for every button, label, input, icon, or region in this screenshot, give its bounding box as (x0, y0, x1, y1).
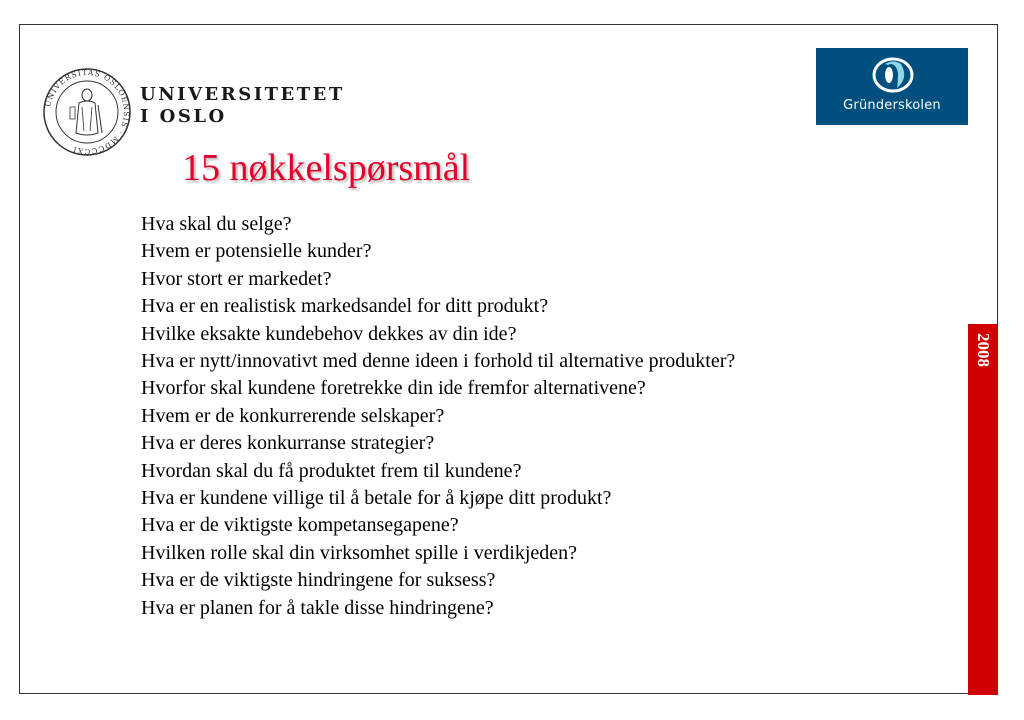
university-name-line1: UNIVERSITETET (140, 84, 345, 105)
grunderskolen-logo (816, 48, 968, 125)
grunderskolen-emblem-icon (871, 56, 915, 94)
list-item: Hva skal du selge? (141, 213, 292, 235)
university-name-line2: I OSLO (140, 106, 227, 127)
grunderskolen-logo-text: Gründerskolen (843, 98, 941, 113)
university-seal-logo (42, 67, 132, 157)
seal-text: UNIVERSITAS OSLOENSIS · MDCCCXI (43, 67, 132, 157)
list-item: Hvorfor skal kundene foretrekke din ide fremfor alternativene? (141, 377, 646, 400)
list-item: Hva er en realistisk markedsandel for ditt produkt? (141, 295, 549, 318)
slide-title: 15 nøkkelspørsmål (182, 147, 471, 189)
university-name (140, 84, 345, 128)
list-item: Hva er nytt/innovativt med denne ideen i forhold til alternative produkter? (141, 350, 736, 373)
list-item: Hva er planen for å takle disse hindringene? (141, 596, 494, 619)
list-item: Hvilken rolle skal din virksomhet spille i verdikjeden? (141, 541, 578, 564)
list-item: Hva er de viktigste hindringene for suksess? (141, 569, 496, 592)
list-item: Hva er kundene villige til å betale for å kjøpe ditt produkt? (141, 487, 612, 510)
question-list (141, 211, 735, 622)
list-item: Hva er de viktigste kompetansegapene? (141, 514, 459, 537)
list-item: Hvilke eksakte kundebehov dekkes av din ide? (141, 322, 517, 345)
list-item: Hvor stort er markedet? (141, 267, 332, 290)
list-item: Hva er deres konkurranse strategier? (141, 432, 435, 455)
list-item: Hvem er de konkurrerende selskaper? (141, 404, 445, 427)
list-item: Hvem er potensielle kunder? (141, 240, 372, 263)
list-item: Hvordan skal du få produktet frem til kundene? (141, 459, 522, 482)
year-label: 2008 (974, 333, 993, 367)
year-sidebar (968, 324, 998, 695)
